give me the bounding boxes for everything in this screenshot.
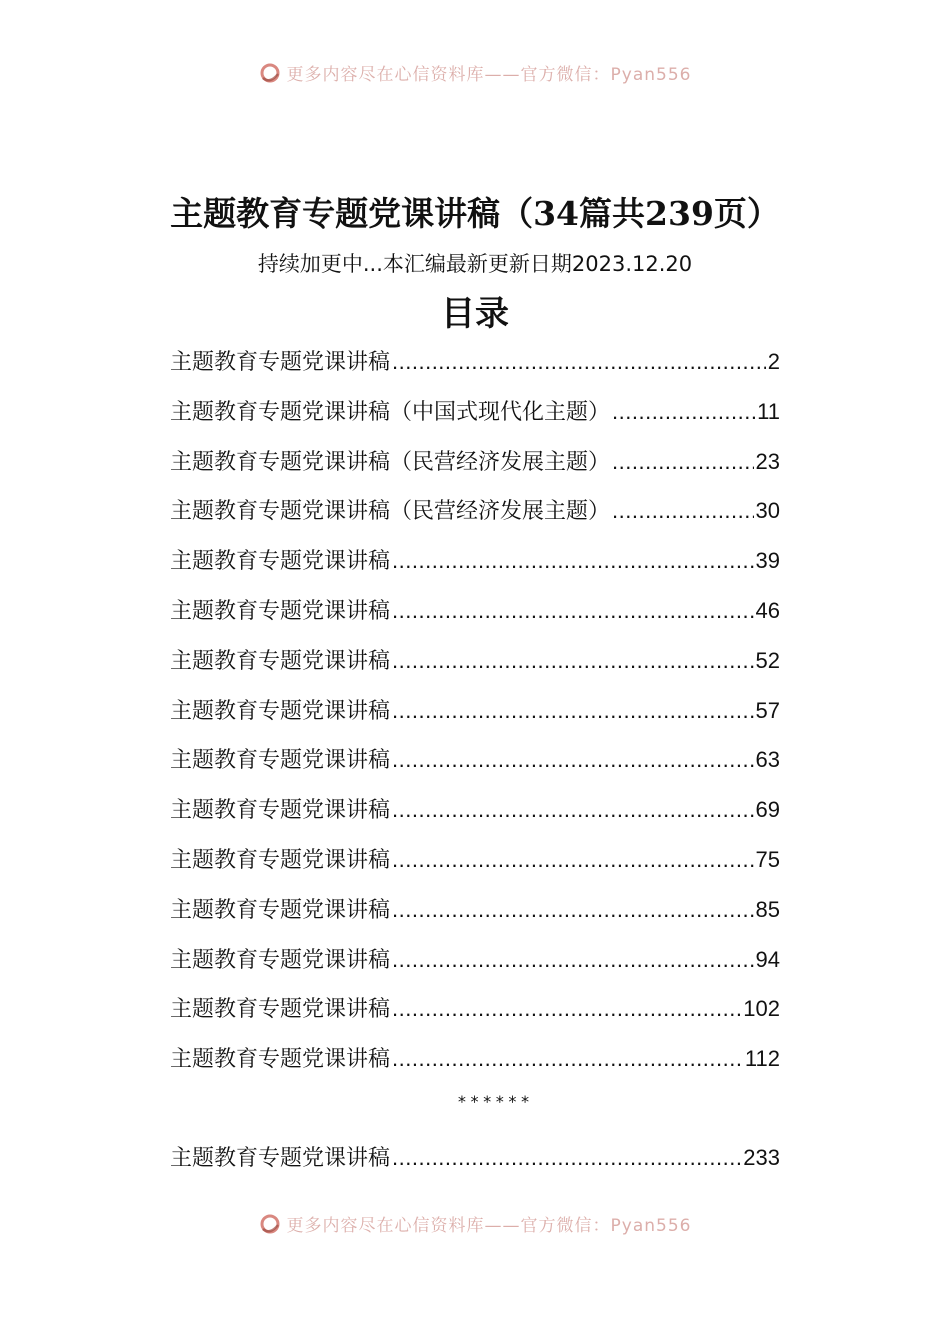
watermark-logo-icon bbox=[259, 62, 281, 84]
toc-entry[interactable] bbox=[170, 788, 780, 838]
toc-entry-page-number: 46 bbox=[755, 597, 780, 623]
header-watermark bbox=[0, 60, 950, 85]
toc-leader-dots bbox=[612, 489, 754, 533]
toc-entry-label: 主题教育专题党课讲稿（民营经济发展主题） bbox=[170, 449, 611, 475]
toc-entry[interactable] bbox=[170, 589, 780, 639]
toc-entry-page-number: 57 bbox=[755, 697, 780, 723]
toc-entry[interactable] bbox=[170, 938, 780, 988]
toc-leader-dots bbox=[392, 1136, 741, 1180]
toc-entry[interactable] bbox=[170, 738, 780, 788]
table-of-contents bbox=[170, 340, 780, 1087]
document-subtitle: 持续加更中...本汇编最新更新日期2023.12.20 bbox=[257, 252, 693, 276]
toc-heading: 目录 bbox=[441, 294, 509, 334]
toc-entry-label: 主题教育专题党课讲稿 bbox=[170, 748, 391, 774]
toc-leader-dots bbox=[392, 738, 754, 782]
toc-entry-label: 主题教育专题党课讲稿 bbox=[170, 1146, 391, 1171]
toc-entry[interactable] bbox=[170, 1037, 780, 1087]
toc-entry-page-number: 30 bbox=[755, 498, 780, 524]
toc-entry-label: 主题教育专题党课讲稿 bbox=[170, 897, 391, 923]
toc-entry-page-number: 94 bbox=[755, 946, 780, 972]
toc-entry-page-number: 39 bbox=[755, 548, 780, 574]
toc-entry[interactable] bbox=[170, 689, 780, 739]
toc-entry-label: 主题教育专题党课讲稿 bbox=[170, 798, 391, 824]
toc-leader-dots bbox=[392, 1037, 743, 1081]
watermark-logo-icon bbox=[259, 1213, 281, 1235]
toc-entry-label: 主题教育专题党课讲稿 bbox=[170, 997, 391, 1023]
toc-leader-dots bbox=[392, 689, 754, 733]
footer-watermark bbox=[0, 1211, 950, 1236]
table-of-contents-appendix bbox=[170, 1136, 780, 1186]
document-title: 主题教育专题党课讲稿（34篇共239页） bbox=[170, 194, 780, 233]
watermark-text: 更多内容尽在心信资料库——官方微信：Pyan556 bbox=[286, 1216, 692, 1236]
toc-entry[interactable] bbox=[170, 539, 780, 589]
toc-leader-dots bbox=[392, 938, 754, 982]
toc-entry-page-number: 52 bbox=[755, 647, 780, 673]
toc-entry-page-number: 102 bbox=[743, 996, 780, 1022]
toc-entry-page-number: 2 bbox=[767, 349, 780, 374]
toc-entry-label: 主题教育专题党课讲稿 bbox=[170, 648, 391, 674]
toc-entry-label: 主题教育专题党课讲稿 bbox=[170, 847, 391, 873]
toc-entry-label: 主题教育专题党课讲稿 bbox=[170, 549, 391, 575]
toc-entry[interactable] bbox=[170, 987, 780, 1037]
toc-entry-label: 主题教育专题党课讲稿 bbox=[170, 947, 391, 973]
toc-leader-dots bbox=[392, 838, 754, 882]
toc-entry-page-number: 85 bbox=[755, 896, 780, 922]
watermark-text: 更多内容尽在心信资料库——官方微信：Pyan556 bbox=[286, 65, 692, 85]
toc-entry[interactable] bbox=[170, 639, 780, 689]
toc-separator: ****** bbox=[457, 1092, 533, 1111]
toc-entry-label: 主题教育专题党课讲稿（民营经济发展主题） bbox=[170, 499, 611, 525]
toc-entry[interactable] bbox=[170, 888, 780, 938]
toc-entry-label: 主题教育专题党课讲稿 bbox=[170, 598, 391, 624]
toc-leader-dots bbox=[392, 888, 754, 932]
toc-entry[interactable] bbox=[170, 390, 780, 440]
toc-leader-dots bbox=[392, 589, 754, 633]
toc-leader-dots bbox=[612, 390, 755, 434]
toc-entry-label: 主题教育专题党课讲稿 bbox=[170, 350, 391, 375]
toc-entry[interactable] bbox=[170, 1136, 780, 1186]
toc-entry[interactable] bbox=[170, 838, 780, 888]
toc-entry-page-number: 75 bbox=[755, 846, 780, 872]
toc-entry-label: 主题教育专题党课讲稿 bbox=[170, 698, 391, 724]
toc-entry-label: 主题教育专题党课讲稿 bbox=[170, 1047, 391, 1073]
toc-entry[interactable] bbox=[170, 440, 780, 490]
toc-entry-page-number: 112 bbox=[744, 1046, 780, 1072]
toc-entry-page-number: 11 bbox=[757, 398, 780, 424]
toc-leader-dots bbox=[392, 539, 754, 583]
toc-leader-dots bbox=[392, 788, 754, 832]
toc-entry-page-number: 69 bbox=[755, 797, 780, 823]
toc-entry-page-number: 63 bbox=[755, 747, 780, 773]
toc-entry-label: 主题教育专题党课讲稿（中国式现代化主题） bbox=[170, 399, 611, 425]
toc-entry[interactable] bbox=[170, 340, 780, 390]
toc-entry-page-number: 233 bbox=[743, 1145, 780, 1170]
toc-leader-dots bbox=[612, 440, 754, 484]
toc-entry-page-number: 23 bbox=[755, 448, 780, 474]
toc-leader-dots bbox=[392, 639, 754, 683]
toc-leader-dots bbox=[392, 987, 741, 1031]
toc-leader-dots bbox=[392, 340, 766, 384]
toc-entry[interactable] bbox=[170, 489, 780, 539]
